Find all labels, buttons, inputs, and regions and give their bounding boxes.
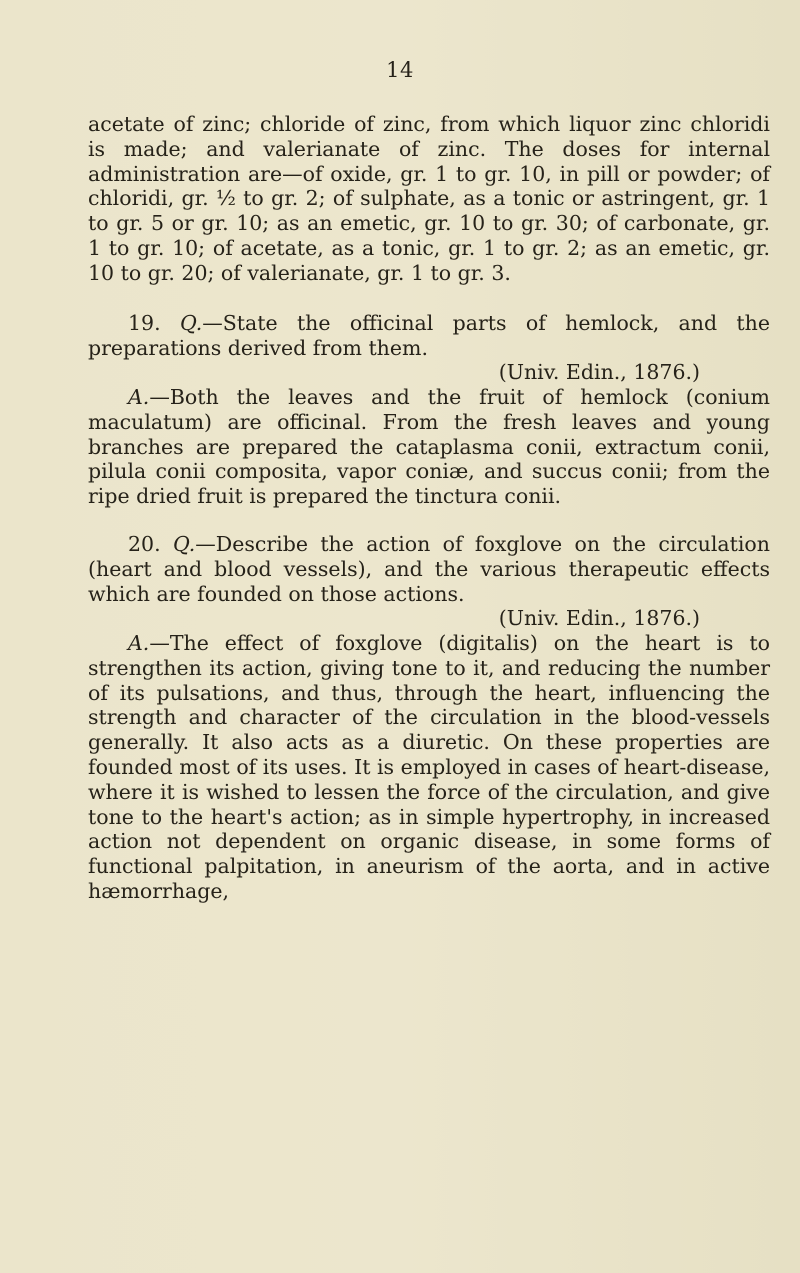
answer-20 bbox=[88, 631, 770, 904]
question-19-text: —State the officinal parts of hemlock, and the preparations derived from them. bbox=[88, 311, 770, 360]
page-number: 14 bbox=[386, 58, 414, 82]
answer-19-label: A. bbox=[128, 385, 150, 409]
question-19 bbox=[88, 311, 770, 361]
answer-19-text: —Both the leaves and the fruit of hemlock (conium maculatum) are officinal. From the fresh leaves and young branches are prepared the cataplasma conii, extractum conii, pilula conii composita, vapor coniæ, and succus conii; from the ripe dried fruit is prepared the tinctura conii. bbox=[88, 385, 770, 509]
question-20 bbox=[88, 532, 770, 606]
question-20-number: 20. bbox=[128, 532, 161, 556]
answer-19 bbox=[88, 385, 770, 509]
answer-20-label: A. bbox=[128, 631, 150, 655]
question-20-text: —Describe the action of foxglove on the circulation (heart and blood vessels), and the various therapeutic effects which are founded on those actions. bbox=[88, 532, 770, 606]
question-19-number: 19. bbox=[128, 311, 161, 335]
intro-paragraph: acetate of zinc; chloride of zinc, from which liquor zinc chloridi is made; and valerianate of zinc. The doses for internal administration are—of oxide, gr. 1 to gr. 10, in pill or powder; of chloridi, gr. ½ to gr. 2; of sulphate, as a tonic or astringent, gr. 1 to gr. 5 or gr. 10; as an emetic, gr. 10 to gr. 30; of carbonate, gr. 1 to gr. 10; of acetate, as a tonic, gr. 1 to gr. 2; as an emetic, gr. 10 to gr. 20; of valerianate, gr. 1 to gr. 3. bbox=[88, 112, 770, 285]
question-20-label: Q. bbox=[172, 532, 196, 556]
answer-20-text: —The effect of foxglove (digitalis) on the heart is to strengthen its action, giving tone to it, and reducing the number of its pulsations, and thus, through the heart, influencing the strength and character of the circulation in the blood-vessels generally. It also acts as a diuretic. On these properties are founded most of its uses. It is employed in cases of heart-disease, where it is wished to lessen the force of the circulation, and give tone to the heart's action; as in simple hypertrophy, in increased action not dependent on organic disease, in some forms of functional palpitation, in aneurism of the aorta, and in active hæmorrhage, bbox=[88, 631, 770, 903]
question-20-source: (Univ. Edin., 1876.) bbox=[498, 606, 700, 630]
question-19-label: Q. bbox=[179, 311, 203, 335]
question-19-source: (Univ. Edin., 1876.) bbox=[498, 360, 700, 384]
